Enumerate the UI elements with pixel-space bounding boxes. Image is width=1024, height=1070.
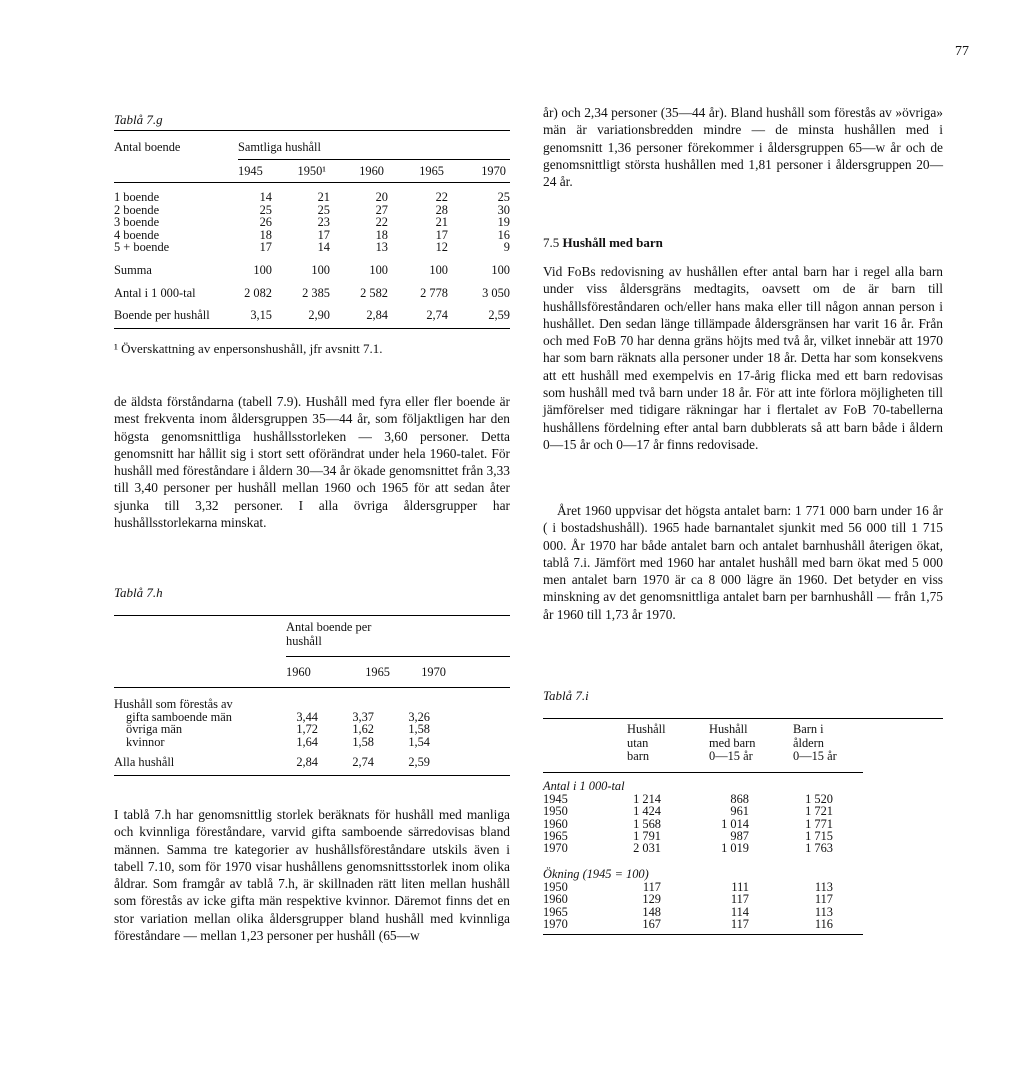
year-header: 1970 <box>421 665 446 679</box>
table-cell: 9 <box>503 240 510 255</box>
table-cell: 2,59 <box>408 755 430 770</box>
column-header: Barn i <box>793 722 824 736</box>
year-header: 1970 <box>481 163 506 178</box>
table-cell: 2,59 <box>488 308 510 323</box>
table-cell: 3,15 <box>250 308 272 323</box>
table-rule <box>543 718 943 719</box>
table-7g-header <box>114 114 510 160</box>
table-cell: 1 520 <box>805 791 833 806</box>
row-label: 1 boende <box>114 190 160 204</box>
table-cell: 1,54 <box>408 734 430 749</box>
table-cell: 2 582 <box>360 285 388 300</box>
table-cell: 18 <box>375 227 388 242</box>
table-rule <box>543 772 863 773</box>
table-cell: 1,64 <box>296 734 318 749</box>
table-7g-years <box>238 160 510 182</box>
table-7g-group-header: Samtliga hushåll <box>238 140 321 154</box>
table-cell: 25 <box>317 202 330 217</box>
column-header: Hushåll <box>627 722 666 736</box>
row-label: Alla hushåll <box>114 755 175 770</box>
table-cell: 14 <box>317 240 330 255</box>
section-number: 7.5 <box>543 235 560 250</box>
table-cell: 18 <box>259 227 272 242</box>
body-paragraph: I tablå 7.h har genomsnittlig storlek beräknats för hushåll med manliga och kvinnliga föreståndare, varvid gifta samboende särredovisas bland männen. Samma tre kategorier av hushållsföreståndare utskils även i tabell 7.10, som för 1970 visar hushållens genomsnittsstorlek inom olika åldrar. Som framgår av tablå 7.h, är skillnaden rätt liten mellan hushåll som förestås av icke gifta män respektive kvinnor. Däremot finns det en stor variation mellan olika åldersgrupper bland hushåll med kvinnliga föreståndare — mellan 1,23 personer per hushåll (65—w <box>114 807 510 944</box>
table-cell: 148 <box>642 904 661 919</box>
year-header: 1965 <box>365 665 390 679</box>
table-row <box>543 918 943 930</box>
table-cell: 22 <box>435 190 448 204</box>
table-rule <box>543 934 863 935</box>
table-cell: 19 <box>497 215 510 230</box>
column-header: 0—15 år <box>709 749 753 764</box>
table-7h-group-header: Antal boende per <box>286 620 372 634</box>
table-cell: 1 791 <box>633 828 661 843</box>
table-rule <box>114 130 510 131</box>
section-heading <box>543 235 663 251</box>
table-7i-body <box>543 881 943 931</box>
year-header: 1960 <box>359 163 384 178</box>
table-cell: 17 <box>317 227 330 242</box>
table-cell: 2,74 <box>426 308 448 323</box>
table-cell: 3,37 <box>352 709 374 724</box>
column-header: åldern <box>793 735 824 750</box>
table-row <box>114 287 510 300</box>
table-cell: 114 <box>730 904 749 919</box>
table-row <box>114 216 510 229</box>
table-cell: 25 <box>497 190 510 204</box>
row-year: 1945 <box>543 791 568 806</box>
table-7h-group-header: hushåll <box>286 634 322 648</box>
table-cell: 26 <box>259 215 272 230</box>
table-rule <box>114 615 510 616</box>
row-label: 2 boende <box>114 202 160 217</box>
row-label: 4 boende <box>114 227 160 242</box>
table-cell: 2,84 <box>366 308 388 323</box>
column-header: utan <box>627 735 649 750</box>
table-cell: 3,26 <box>408 709 430 724</box>
table-cell: 117 <box>730 892 749 907</box>
column-header: 0—15 år <box>793 749 837 764</box>
row-year: 1965 <box>543 828 568 843</box>
year-header: 1945 <box>238 163 263 178</box>
table-cell: 116 <box>814 916 833 931</box>
table-cell: 117 <box>814 892 833 907</box>
table-row <box>114 756 510 769</box>
row-year: 1950 <box>543 804 568 819</box>
table-cell: 16 <box>497 227 510 242</box>
row-label: 5 + boende <box>114 240 170 255</box>
table-cell: 12 <box>435 240 448 255</box>
table-cell: 1,62 <box>352 722 374 737</box>
row-label: Summa <box>114 262 152 277</box>
table-cell: 2 385 <box>302 285 330 300</box>
table-cell: 17 <box>259 240 272 255</box>
table-row <box>114 241 510 254</box>
table-7i-body <box>543 793 943 855</box>
table-7g-title: Tablå 7.g <box>114 112 163 127</box>
table-rule <box>114 775 510 776</box>
row-year: 1970 <box>543 841 568 856</box>
table-7h-body <box>114 711 510 769</box>
table-row <box>543 805 943 817</box>
table-cell: 1 771 <box>805 816 833 831</box>
table-7i-title: Tablå 7.i <box>543 688 589 703</box>
table-7h-section: Hushåll som förestås av <box>114 697 233 711</box>
section-title: Hushåll med barn <box>562 235 663 250</box>
table-7h-title: Tablå 7.h <box>114 585 163 600</box>
table-row <box>114 309 510 322</box>
table-cell: 1 424 <box>633 804 661 819</box>
table-cell: 100 <box>369 262 388 277</box>
table-cell: 961 <box>730 804 749 819</box>
table-cell: 23 <box>317 215 330 230</box>
table-7i-section: Ökning (1945 = 100) <box>543 866 649 881</box>
table-7i-section: Antal i 1 000-tal <box>543 778 625 793</box>
row-year: 1960 <box>543 892 568 907</box>
table-cell: 2,90 <box>308 308 330 323</box>
table-cell: 1,58 <box>352 734 374 749</box>
body-paragraph: de äldsta förståndarna (tabell 7.9). Hushåll med fyra eller fler boende är mest frekventa inom åldersgruppen 35—44 år, som följaktligen har den högsta genomsnittliga hushållsstorleken — 3,60 personer. Detta genomsnitt har hållit sig i stort sett oförändrat under hela 1960-talet. För hushåll med föreståndare i åldern 30—34 år ökade genomsnittet från 3,33 till 3,40 personer per hushåll mellan 1960 och 1965 för att sedan åter sjunka till 3,32 personer. I alla övriga åldersgrupper har hushållsstorlekarna minskat. <box>114 394 510 531</box>
table-7g <box>114 112 510 357</box>
table-cell: 129 <box>642 892 661 907</box>
table-rule <box>238 159 510 160</box>
row-label: 3 boende <box>114 215 160 230</box>
year-header: 1965 <box>419 163 444 178</box>
table-cell: 117 <box>730 916 749 931</box>
table-7i <box>543 688 943 935</box>
column-header: barn <box>627 749 650 764</box>
row-year: 1970 <box>543 916 568 931</box>
table-cell: 1,72 <box>296 722 318 737</box>
table-row <box>114 736 510 749</box>
table-cell: 3 050 <box>482 285 510 300</box>
table-row <box>114 204 510 217</box>
table-cell: 20 <box>375 190 388 204</box>
table-cell: 13 <box>375 240 388 255</box>
table-cell: 22 <box>375 215 388 230</box>
table-cell: 27 <box>375 202 388 217</box>
column-header: med barn <box>709 735 756 750</box>
table-cell: 113 <box>814 904 833 919</box>
table-rule <box>114 328 510 329</box>
body-paragraph: Året 1960 uppvisar det högsta antalet barn: 1 771 000 barn under 16 år ( i bostadshushåll). 1965 hade barnantalet sjunkit med 56 000 till 1 715 000. År 1970 har både antalet barn och antalet barnhushåll återigen ökat, tablå 7.i. Jämfört med 1960 har antalet hushåll med barn ökat med 5 000 men antalet barn 1970 är ca 8 000 lägre än 1960. Det betyder en viss minskning av det genomsnittliga antalet barn per barnhushåll — från 1,75 år 1960 till 1,73 år 1970. <box>543 503 943 622</box>
row-label: Boende per hushåll <box>114 308 210 323</box>
table-cell: 3,44 <box>296 709 318 724</box>
table-cell: 987 <box>730 828 749 843</box>
table-row <box>114 723 510 736</box>
row-year: 1960 <box>543 816 568 831</box>
table-cell: 1 763 <box>805 841 833 856</box>
table-cell: 1 721 <box>805 804 833 819</box>
table-cell: 100 <box>429 262 448 277</box>
table-cell: 1 715 <box>805 828 833 843</box>
table-7g-row-header: Antal boende <box>114 140 181 154</box>
row-year: 1950 <box>543 879 568 894</box>
page-number: 77 <box>955 44 969 59</box>
table-cell: 1,58 <box>408 722 430 737</box>
table-cell: 21 <box>435 215 448 230</box>
table-cell: 1 019 <box>721 841 749 856</box>
row-label: kvinnor <box>126 734 165 749</box>
year-header: 1950¹ <box>297 163 326 178</box>
table-cell: 28 <box>435 202 448 217</box>
table-cell: 17 <box>435 227 448 242</box>
body-paragraph: år) och 2,34 personer (35—44 år). Bland hushåll som förestås av »övriga» män är variationsbredden mindre — de minsta hushållen med i genomsnitt 1,36 personer förekommer i åldersgruppen 65—w år och de genomsnittligt största hushållen med 1,81 personer i åldersgruppen 20—24 år. <box>543 105 943 190</box>
table-cell: 868 <box>730 791 749 806</box>
body-paragraph: Vid FoBs redovisning av hushållen efter antal barn har i regel alla barn under viss åldersgräns medtagits, oavsett om de är barn till hushållsföreståndaren och/eller hans maka eller till någon annan person i hushållet. Den sedan länge tillämpade åldersgränsen har varit 16 år. Från och med FoB 70 har denna gräns höjts med två år, vilket innebär att 1970 har som barn räknats alla personer under 18 år. Detta har som konsekvens att ett hushåll med exempelvis en 17-årig flicka med ett barn redovisas som hushåll med två barn under 18 år. För att inte förlora möjligheten till jämförelser med tidigare räkningar har i flertalet av FoB 70-tabellerna hushållens fördelning efter antal barn dubblerats så att barn både i åldern 0—15 år och 0—17 år finns redovisade. <box>543 264 943 452</box>
table-cell: 1 214 <box>633 791 661 806</box>
table-cell: 117 <box>642 879 661 894</box>
table-7g-footnote: ¹ Överskattning av enpersonshushåll, jfr avsnitt 7.1. <box>114 340 383 356</box>
table-cell: 100 <box>253 262 272 277</box>
table-cell: 2,84 <box>296 755 318 770</box>
table-cell: 30 <box>497 202 510 217</box>
table-row <box>114 191 510 204</box>
table-cell: 1 568 <box>633 816 661 831</box>
table-rule <box>114 182 510 183</box>
table-cell: 2 031 <box>633 841 661 856</box>
table-cell: 21 <box>317 190 330 204</box>
table-cell: 2,74 <box>352 755 374 770</box>
row-label: Antal i 1 000-tal <box>114 285 196 300</box>
table-7g-body <box>114 191 510 322</box>
table-cell: 25 <box>259 202 272 217</box>
table-7h <box>114 585 510 776</box>
year-header: 1960 <box>286 665 311 679</box>
table-cell: 14 <box>259 190 272 204</box>
table-rule <box>286 656 510 657</box>
table-cell: 1 014 <box>721 816 749 831</box>
table-row <box>543 842 943 854</box>
table-cell: 2 082 <box>244 285 272 300</box>
row-label: gifta samboende män <box>126 709 232 724</box>
table-cell: 2 778 <box>420 285 448 300</box>
table-cell: 100 <box>491 262 510 277</box>
table-row <box>114 264 510 277</box>
table-rule <box>114 687 510 688</box>
table-cell: 100 <box>311 262 330 277</box>
table-cell: 111 <box>731 879 749 894</box>
table-cell: 167 <box>642 916 661 931</box>
table-cell: 113 <box>814 879 833 894</box>
column-header: Hushåll <box>709 722 748 736</box>
table-row <box>543 893 943 905</box>
table-row <box>114 229 510 242</box>
row-label: övriga män <box>126 722 183 737</box>
row-year: 1965 <box>543 904 568 919</box>
